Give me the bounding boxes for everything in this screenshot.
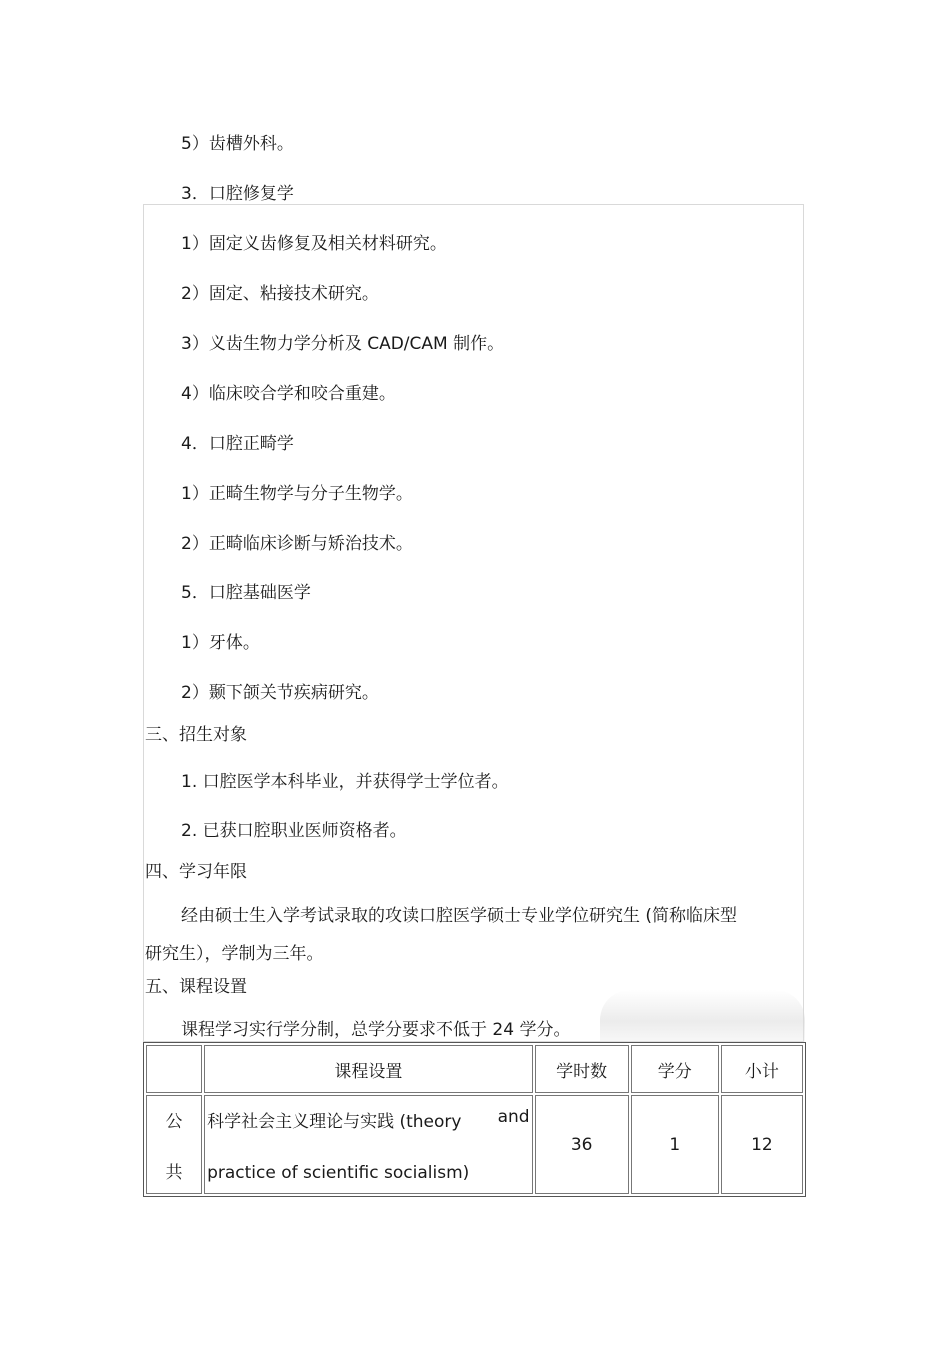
course-name-cell [204,1095,533,1194]
section-heading-enrollment: 三、招生对象 [145,725,247,745]
course-table [143,1042,806,1197]
duration-text-line2: 研究生），学制为三年。 [145,944,324,964]
body-line: 4）临床咬合学和咬合重建。 [181,384,396,404]
body-line: 5．口腔基础医学 [181,583,311,603]
course-name-part: and [497,1106,530,1127]
body-line: 5）齿槽外科。 [181,134,294,154]
hours-cell: 36 [535,1095,629,1194]
body-line: 3．口腔修复学 [181,184,294,204]
table-row [146,1095,803,1194]
body-line: 3）义齿生物力学分析及 CAD/CAM 制作。 [181,334,505,354]
table-header-cell: 小计 [721,1045,803,1093]
enrollment-item-1: 1. 口腔医学本科毕业，并获得学士学位者。 [181,772,509,792]
body-line: 1）牙体。 [181,633,260,653]
course-name-part: 科学社会主义理论与实践 (theory [207,1111,462,1132]
category-char: 公 [165,1111,183,1132]
body-line: 1）正畸生物学与分子生物学。 [181,484,413,504]
section-heading-duration: 四、学习年限 [145,862,247,882]
body-line: 4．口腔正畸学 [181,434,294,454]
table-header-row [146,1045,803,1093]
body-line: 2）固定、粘接技术研究。 [181,284,379,304]
category-cell [146,1095,202,1194]
table-header-cell: 课程设置 [204,1045,533,1093]
table-header-cell [146,1045,202,1093]
section-heading-courses: 五、课程设置 [145,977,247,997]
body-line: 2）正畸临床诊断与矫治技术。 [181,534,413,554]
category-char: 共 [165,1162,183,1183]
enrollment-item-2: 2. 已获口腔职业医师资格者。 [181,821,407,841]
body-line: 2）颞下颌关节疾病研究。 [181,683,379,703]
subtotal-cell: 12 [721,1095,803,1194]
courses-credit-text: 课程学习实行学分制，总学分要求不低于 24 学分。 [181,1020,571,1040]
table-header-cell: 学分 [631,1045,719,1093]
credits-cell: 1 [631,1095,719,1194]
watermark-decoration [600,990,805,1042]
duration-text-line1: 经由硕士生入学考试录取的攻读口腔医学硕士专业学位研究生 (简称临床型 [181,906,738,926]
table-header-cell: 学时数 [535,1045,629,1093]
body-line: 1）固定义齿修复及相关材料研究。 [181,234,447,254]
course-name-part: practice of scientific socialism) [207,1162,470,1183]
